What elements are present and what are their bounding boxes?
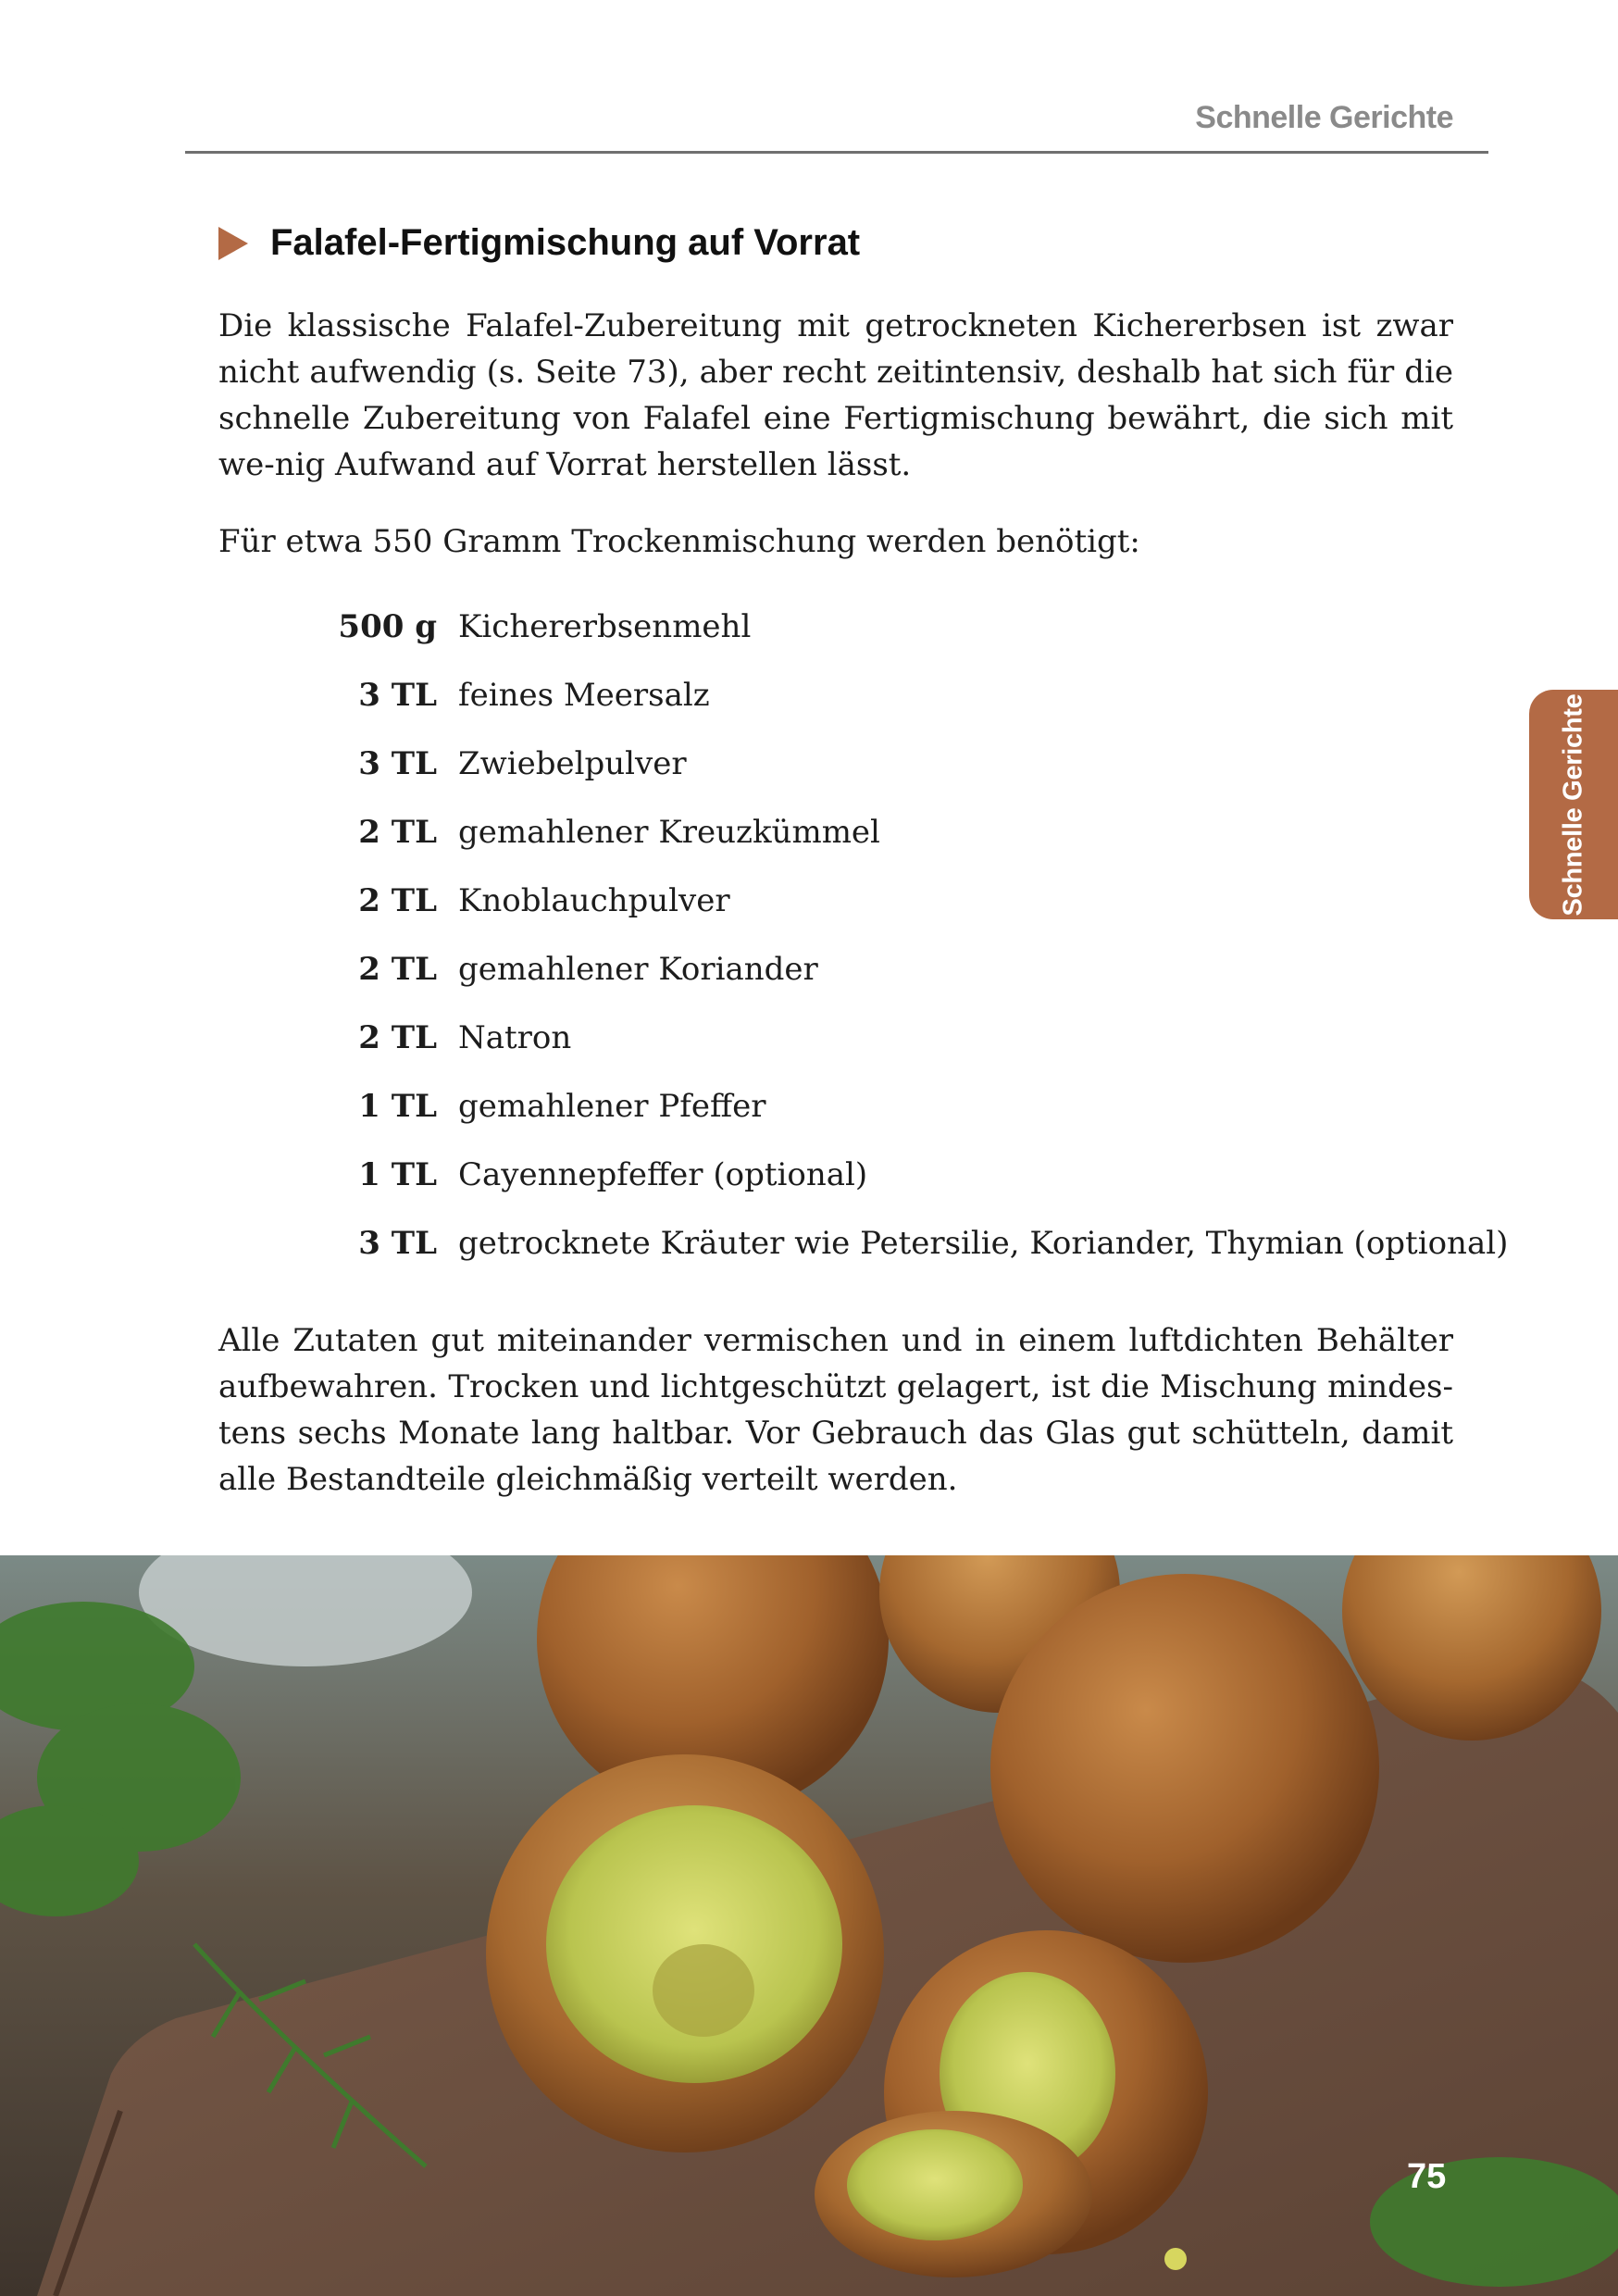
ingredient-quantity: 2 TL bbox=[358, 814, 437, 851]
ingredient-name: Zwiebelpulver bbox=[458, 745, 687, 782]
ingredient-name: Cayennepfeffer (optional) bbox=[458, 1156, 868, 1193]
ingredient-row bbox=[218, 730, 1508, 798]
section-title bbox=[218, 222, 860, 264]
ingredient-name: gemahlener Pfeffer bbox=[458, 1088, 766, 1125]
ingredient-quantity: 3 TL bbox=[358, 745, 437, 782]
falafel-illustration bbox=[0, 1555, 1618, 2296]
ingredient-name: gemahlener Koriander bbox=[458, 951, 818, 988]
ingredient-quantity: 2 TL bbox=[358, 951, 437, 988]
chapter-side-tab bbox=[1529, 690, 1618, 919]
ingredient-row bbox=[218, 1209, 1508, 1278]
page-number: 75 bbox=[1407, 2157, 1447, 2196]
ingredient-row bbox=[218, 1004, 1508, 1072]
ingredient-quantity: 2 TL bbox=[358, 1019, 437, 1056]
ingredient-row bbox=[218, 798, 1508, 867]
ingredient-name: gemahlener Kreuzkümmel bbox=[458, 814, 880, 851]
falafel-photo bbox=[0, 1555, 1618, 2296]
header-rule bbox=[185, 151, 1488, 154]
ingredient-quantity: 3 TL bbox=[358, 677, 437, 714]
ingredient-list bbox=[218, 593, 1508, 1278]
ingredient-row bbox=[218, 1141, 1508, 1209]
intro-paragraph: Die klassische Falafel-Zubereitung mit getrockneten Kichererbsen ist zwar nicht aufwendig (s. Seite 73), aber recht zeitintensiv, deshalb hat sich für die schnelle Zubereitung von Falafel eine Fertigmischung bewährt, die sich mit we-nig Aufwand auf Vorrat herstellen lässt. bbox=[218, 307, 1453, 483]
triangle-bullet-icon bbox=[218, 227, 248, 260]
yield-paragraph: Für etwa 550 Gramm Trockenmischung werden benötigt: bbox=[218, 523, 1140, 560]
ingredient-name: Natron bbox=[458, 1019, 572, 1056]
ingredient-row bbox=[218, 935, 1508, 1004]
ingredient-quantity: 1 TL bbox=[358, 1088, 437, 1125]
ingredient-quantity: 2 TL bbox=[358, 882, 437, 919]
ingredient-quantity: 500 g bbox=[338, 608, 437, 645]
ingredient-row bbox=[218, 867, 1508, 935]
ingredient-quantity: 3 TL bbox=[358, 1225, 437, 1262]
ingredient-name: Kichererbsenmehl bbox=[458, 608, 752, 645]
side-tab-label: Schnelle Gerichte bbox=[1558, 693, 1588, 916]
ingredient-name: Knoblauchpulver bbox=[458, 882, 730, 919]
ingredient-row bbox=[218, 593, 1508, 661]
running-head: Schnelle Gerichte bbox=[1195, 100, 1453, 135]
ingredient-quantity: 1 TL bbox=[358, 1156, 437, 1193]
ingredient-row bbox=[218, 661, 1508, 730]
ingredient-row bbox=[218, 1072, 1508, 1141]
section-title-text: Falafel-Fertigmischung auf Vorrat bbox=[270, 222, 861, 263]
instructions-paragraph: Alle Zutaten gut miteinander vermischen und in einem luftdichten Behälter aufbewahren. Trocken und lichtgeschützt gelagert, ist die Mischung mindes-tens sechs Monate lang haltbar. Vor Gebrauch das Glas gut schütteln, damit alle Bestandteile gleichmäßig verteilt werden. bbox=[218, 1322, 1453, 1498]
ingredient-name: feines Meersalz bbox=[458, 677, 710, 714]
ingredient-name: getrocknete Kräuter wie Petersilie, Koriander, Thymian (optional) bbox=[458, 1225, 1509, 1262]
